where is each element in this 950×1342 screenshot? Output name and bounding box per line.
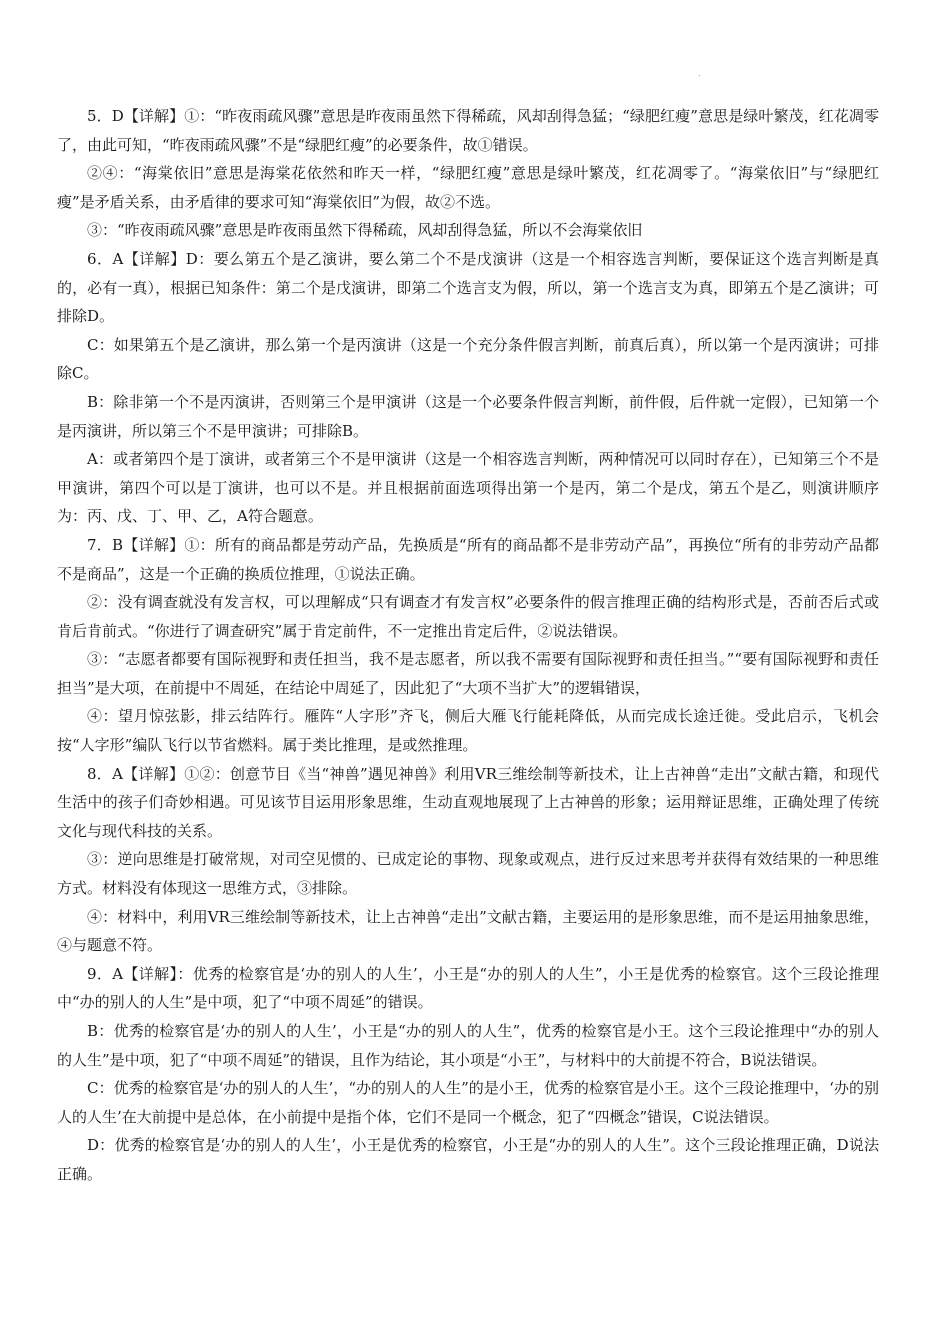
paragraph-q5-c: ③：“昨夜雨疏风骤”意思是昨夜雨虽然下得稀疏，风却刮得急猛，所以不会海棠依旧 [87,221,643,240]
paragraph-q6-b: B：除非第一个不是丙演讲，否则第三个是甲演讲（这是一个必要条件假言判断，前件假，后件就一定假），已知第一个是丙演讲，所以第三个不是甲演讲；可排除B。 [57,392,879,440]
paragraph-q7-2: ②：没有调查就没有发言权，可以理解成“只有调查才有发言权”必要条件的假言推理正确的结构形式是，否前否后式或肯后肯前式。“你进行了调查研究”属于肯定前件，不一定推出肯定后件，②说法错误。 [57,593,879,640]
paragraph-q8: 8．A【详解】①②：创意节目《当“神兽”遇见神兽》利用VR三维绘制等新技术，让上古神兽“走出”文献古籍，和现代生活中的孩子们奇妙相遇。可见该节目运用形象思维，生动直观地展现了上古神兽的形象；运用辩证思维，正确处理了传统文化与现代科技的关系。 [57,764,879,840]
paragraph-q6: 6．A【详解】D：要么第五个是乙演讲，要么第二个不是戊演讲（这是一个相容选言判断，要保证这个选言判断是真的，必有一真），根据已知条件：第二个是戊演讲，即第二个选言支为假，所以，第一个选言支为真，即第五个是乙演讲；可排除D。 [57,249,879,326]
paragraph-q7: 7．B【详解】①：所有的商品都是劳动产品，先换质是“所有的商品都不是非劳动产品”，再换位“所有的非劳动产品都不是商品”，这是一个正确的换质位推理，①说法正确。 [57,535,879,583]
paragraph-q8-4: ④：材料中，利用VR三维绘制等新技术，让上古神兽“走出”文献古籍，主要运用的是形象思维，而不是运用抽象思维，④与题意不符。 [57,907,879,955]
paragraph-q9-d: D：优秀的检察官是‘办的别人的人生’，小王是优秀的检察官，小王是“办的别人的人生”。这个三段论推理正确，D说法正确。 [57,1136,879,1183]
paragraph-q9: 9．A【详解】：优秀的检察官是‘办的别人的人生’，小王是“办的别人的人生”，小王是优秀的检察官。这个三段论推理中“办的别人的人生”是中项，犯了“中项不周延”的错误。 [57,964,879,1012]
paragraph-q6-a: A：或者第四个是丁演讲，或者第三个不是甲演讲（这是一个相容选言判断，两种情况可以同时存在），已知第三个不是甲演讲，第四个可以是丁演讲，也可以不是。并且根据前面选项得出第一个是丙，第二个是戊，第五个是乙，则演讲顺序为：丙、戊、丁、甲、乙，A符合题意。 [57,450,879,526]
header-mark: . [698,69,701,78]
paragraph-q7-4: ④：望月惊弦影，排云结阵行。雁阵“人字形”齐飞，侧后大雁飞行能耗降低，从而完成长途迁徙。受此启示，飞机会按“人字形”编队飞行以节省燃料。属于类比推理，是或然推理。 [57,707,879,755]
paragraph-q9-c: C：优秀的检察官是‘办的别人的人生’，“办的别人的人生”的是小王，优秀的检察官是小王。这个三段论推理中，‘办的别人的人生’在大前提中是总体，在小前提中是指个体，它们不是同一个概念，犯了“四概念”错误，C说法错误。 [57,1079,879,1126]
paragraph-q5-b: ②④：“海棠依旧”意思是海棠花依然和昨天一样，“绿肥红瘦”意思是绿叶繁茂，红花凋零了。“海棠依旧”与“绿肥红瘦”是矛盾关系，由矛盾律的要求可知“海棠依旧”为假，故②不选。 [57,164,879,211]
paragraph-q5: 5．D【详解】①：“昨夜雨疏风骤”意思是昨夜雨虽然下得稀疏，风却刮得急猛；“绿肥红瘦”意思是绿叶繁茂，红花凋零了，由此可知，“昨夜雨疏风骤”不是“绿肥红瘦”的必要条件，故①错误。 [57,107,879,154]
answer-explanations [57,102,879,1189]
paragraph-q9-b: B：优秀的检察官是‘办的别人的人生’，小王是“办的别人的人生”，优秀的检察官是小王。这个三段论推理中“办的别人的人生”是中项，犯了“中项不周延”的错误，且作为结论，其小项是“小王”，与材料中的大前提不符合，B说法错误。 [57,1022,879,1069]
paragraph-q7-3: ③：“志愿者都要有国际视野和责任担当，我不是志愿者，所以我不需要有国际视野和责任担当。”“要有国际视野和责任担当”是大项，在前提中不周延，在结论中周延了，因此犯了“大项不当扩大”的逻辑错误， [57,650,879,697]
paragraph-q8-3: ③：逆向思维是打破常规，对司空见惯的、已成定论的事物、现象或观点，进行反过来思考并获得有效结果的一种思维方式。材料没有体现这一思维方式，③排除。 [57,850,879,898]
paragraph-q6-c: C：如果第五个是乙演讲，那么第一个是丙演讲（这是一个充分条件假言判断，前真后真），所以第一个是丙演讲；可排除C。 [57,335,879,383]
